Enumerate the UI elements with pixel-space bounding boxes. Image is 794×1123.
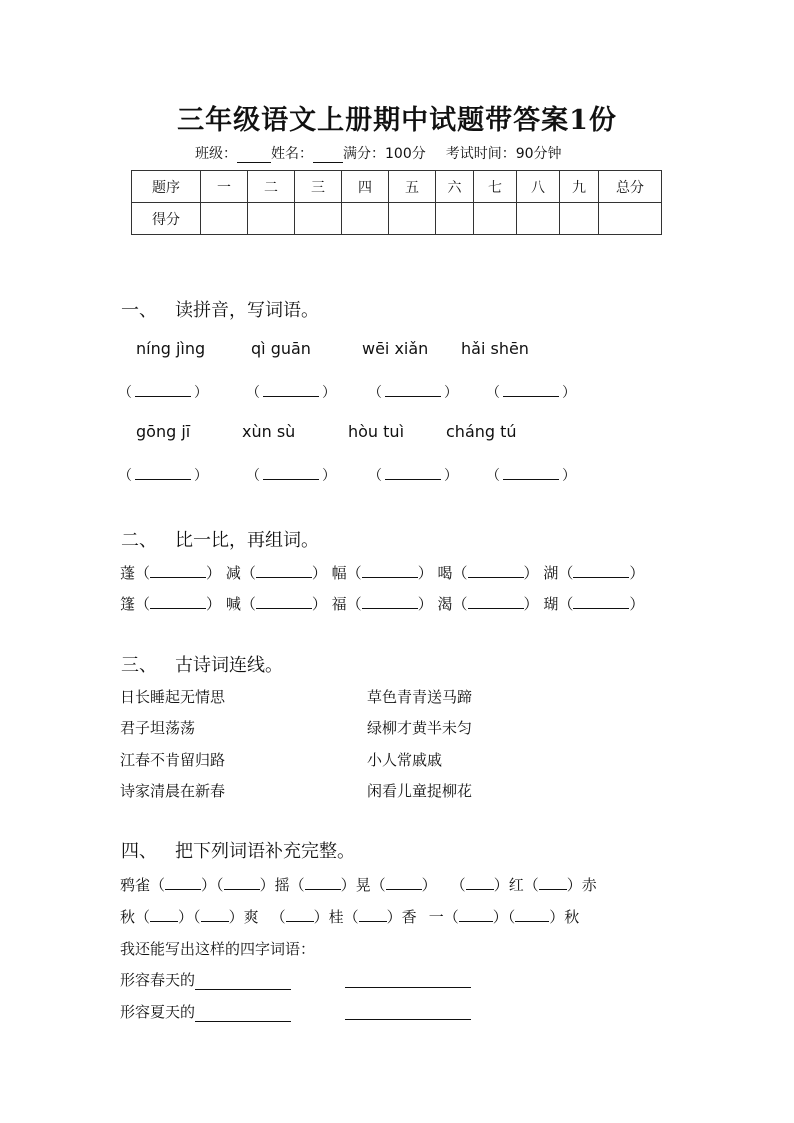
table-cell: 八 [517, 171, 560, 203]
score-input-cell[interactable] [560, 203, 599, 235]
section-number: 一、 [121, 300, 157, 321]
answer-blank[interactable] [201, 909, 229, 922]
answer-blank[interactable] [359, 909, 387, 922]
table-cell: 九 [560, 171, 599, 203]
answer-blank[interactable] [256, 596, 312, 609]
answer-blank[interactable] [468, 596, 524, 609]
answer-blank[interactable] [468, 565, 524, 578]
compare-row-1: 蓬（ ） 减（ ） 幅（ ） 喝（ ） 湖（ ） [120, 564, 645, 582]
more-words-prompt: 我还能写出这样的四字词语： [120, 940, 316, 958]
answer-blank[interactable]: （ ） [486, 385, 576, 401]
name-label: 姓名： [271, 146, 313, 162]
pinyin-item: hǎi shēn [461, 339, 529, 358]
answer-blank[interactable]: （ ） [368, 468, 458, 484]
score-input-cell[interactable] [389, 203, 436, 235]
answer-blank[interactable] [195, 1007, 291, 1022]
table-cell: 四 [342, 171, 389, 203]
answer-blank[interactable] [459, 909, 493, 922]
answer-blank[interactable] [515, 909, 549, 922]
answer-blank[interactable] [224, 877, 260, 890]
section-number: 四、 [121, 841, 157, 862]
pinyin-item: níng jìng [136, 339, 206, 358]
pinyin-item: xùn sù [242, 422, 296, 441]
full-score: 满分：100分 [343, 146, 426, 162]
poem-left-line[interactable]: 诗家清晨在新春 [120, 782, 226, 800]
answer-blank[interactable] [256, 565, 312, 578]
answer-blank[interactable] [195, 975, 291, 990]
answer-blank[interactable] [362, 596, 418, 609]
table-cell: 得分 [132, 203, 201, 235]
summer-second-blank[interactable] [345, 1001, 471, 1020]
poem-left-line[interactable]: 君子坦荡荡 [120, 719, 196, 737]
poem-right-line[interactable]: 绿柳才黄半未匀 [367, 719, 473, 737]
answer-blank[interactable] [150, 909, 178, 922]
score-table-score-row [132, 203, 662, 235]
name-blank[interactable] [313, 148, 343, 163]
answer-blank[interactable] [539, 877, 567, 890]
answer-blank[interactable] [466, 877, 494, 890]
answer-blank[interactable]: （ ） [486, 468, 576, 484]
describe-summer-label: 形容夏天的 [120, 1003, 196, 1021]
score-input-cell[interactable] [599, 203, 662, 235]
spring-second-blank[interactable] [345, 969, 471, 988]
section-title: 古诗词连线。 [175, 655, 283, 676]
table-cell: 二 [248, 171, 295, 203]
answer-blank[interactable] [165, 877, 201, 890]
table-cell: 题序 [132, 171, 201, 203]
score-table [131, 170, 662, 235]
answer-blank[interactable] [150, 596, 206, 609]
table-cell: 总分 [599, 171, 662, 203]
answer-blank[interactable]: （ ） [246, 468, 336, 484]
pinyin-item: cháng tú [446, 422, 517, 441]
section-number: 三、 [121, 655, 157, 676]
section-3-heading [121, 651, 283, 677]
poem-left-line[interactable]: 江春不肯留归路 [120, 751, 226, 769]
compare-row-2: 篷（ ） 喊（ ） 福（ ） 渴（ ） 瑚（ ） [120, 595, 645, 613]
poem-right-line[interactable]: 草色青青送马蹄 [367, 688, 473, 706]
score-input-cell[interactable] [248, 203, 295, 235]
fill-row-2: 秋（ ）（ ）爽 （ ）桂（ ）香 一（ ）（ ）秋 [120, 908, 580, 926]
answer-blank[interactable] [573, 596, 629, 609]
answer-blank[interactable]: （ ） [118, 468, 208, 484]
section-2-heading [121, 526, 319, 552]
score-input-cell[interactable] [295, 203, 342, 235]
class-label: 班级： [195, 146, 237, 162]
class-blank[interactable] [237, 148, 271, 163]
table-cell: 五 [389, 171, 436, 203]
answer-blank[interactable] [573, 565, 629, 578]
table-cell: 三 [295, 171, 342, 203]
section-1-heading [121, 296, 319, 322]
answer-blank[interactable] [305, 877, 341, 890]
section-title: 比一比，再组词。 [175, 530, 319, 551]
table-cell: 一 [201, 171, 248, 203]
fill-row-1: 鸦雀（ ）（ ）摇（ ）晃（ ） （ ）红（ ）赤 [120, 876, 597, 894]
score-input-cell[interactable] [436, 203, 474, 235]
table-cell: 七 [474, 171, 517, 203]
table-cell: 六 [436, 171, 474, 203]
score-table-header-row [132, 171, 662, 203]
answer-blank[interactable] [150, 565, 206, 578]
page-title: 三年级语文上册期中试题带答案1份 [177, 105, 617, 136]
describe-summer-row [120, 1001, 291, 1022]
score-input-cell[interactable] [342, 203, 389, 235]
answer-blank[interactable] [286, 909, 314, 922]
pinyin-item: hòu tuì [348, 422, 405, 441]
pinyin-item: gōng jī [136, 422, 191, 441]
pinyin-item: wēi xiǎn [362, 339, 429, 358]
pinyin-item: qì guān [251, 339, 311, 358]
score-input-cell[interactable] [474, 203, 517, 235]
answer-blank[interactable]: （ ） [368, 385, 458, 401]
score-input-cell[interactable] [517, 203, 560, 235]
section-number: 二、 [121, 530, 157, 551]
poem-left-line[interactable]: 日长睡起无情思 [120, 688, 226, 706]
section-4-heading [121, 837, 355, 863]
poem-right-line[interactable]: 闲看儿童捉柳花 [367, 782, 473, 800]
score-input-cell[interactable] [201, 203, 248, 235]
exam-time: 考试时间：90分钟 [445, 146, 562, 162]
exam-info-line [195, 143, 562, 163]
section-title: 把下列词语补充完整。 [175, 841, 355, 862]
section-title: 读拼音，写词语。 [175, 300, 319, 321]
answer-blank[interactable]: （ ） [118, 385, 208, 401]
describe-spring-label: 形容春天的 [120, 971, 196, 989]
describe-spring-row [120, 969, 291, 990]
poem-right-line[interactable]: 小人常戚戚 [367, 751, 443, 769]
answer-blank[interactable]: （ ） [246, 385, 336, 401]
answer-blank[interactable] [386, 877, 422, 890]
answer-blank[interactable] [362, 565, 418, 578]
